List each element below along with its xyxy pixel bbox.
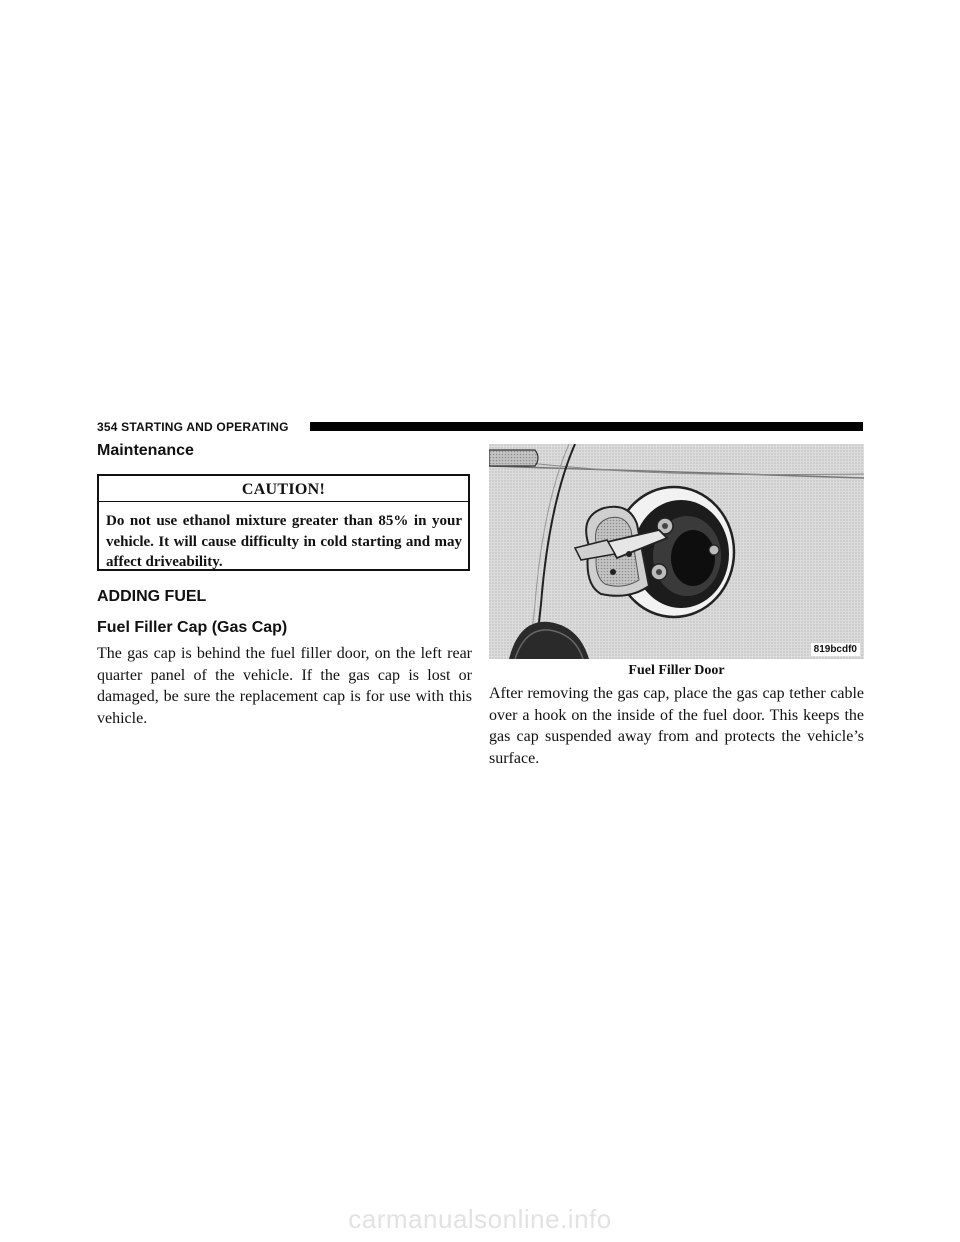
page-header xyxy=(97,420,863,434)
gas-cap-tether-paragraph: After removing the gas cap, place the gas cap tether cable over a hook on the inside of the fuel door. This keeps the gas cap suspended away from and protects the vehicle’s surface. xyxy=(489,685,864,767)
image-code: 819bcdf0 xyxy=(811,643,860,656)
gas-cap-paragraph: The gas cap is behind the fuel filler door, on the left rear quarter panel of the vehicle. If the gas cap is lost or damaged, be sure the replacement cap is for use with this vehicle. xyxy=(97,645,472,727)
page-number-section-label: 354 STARTING AND OPERATING xyxy=(97,420,289,434)
caution-text: Do not use ethanol mixture greater than 85% in your vehicle. It will cause difficulty in cold starting and may affect driveability. xyxy=(106,513,462,570)
caution-divider xyxy=(99,501,468,502)
gas-cap-subheading: Fuel Filler Cap (Gas Cap) xyxy=(97,619,288,636)
fuel-filler-door-illustration xyxy=(489,444,864,659)
caution-title: CAUTION! xyxy=(241,481,326,498)
watermark: carmanualsonline.info xyxy=(348,1204,612,1234)
caution-box xyxy=(97,474,470,571)
fuel-door-drawing xyxy=(489,444,864,659)
adding-fuel-heading: ADDING FUEL xyxy=(97,588,207,605)
maintenance-heading: Maintenance xyxy=(97,442,194,459)
figure-caption: Fuel Filler Door xyxy=(628,663,725,678)
header-rule xyxy=(310,422,863,431)
